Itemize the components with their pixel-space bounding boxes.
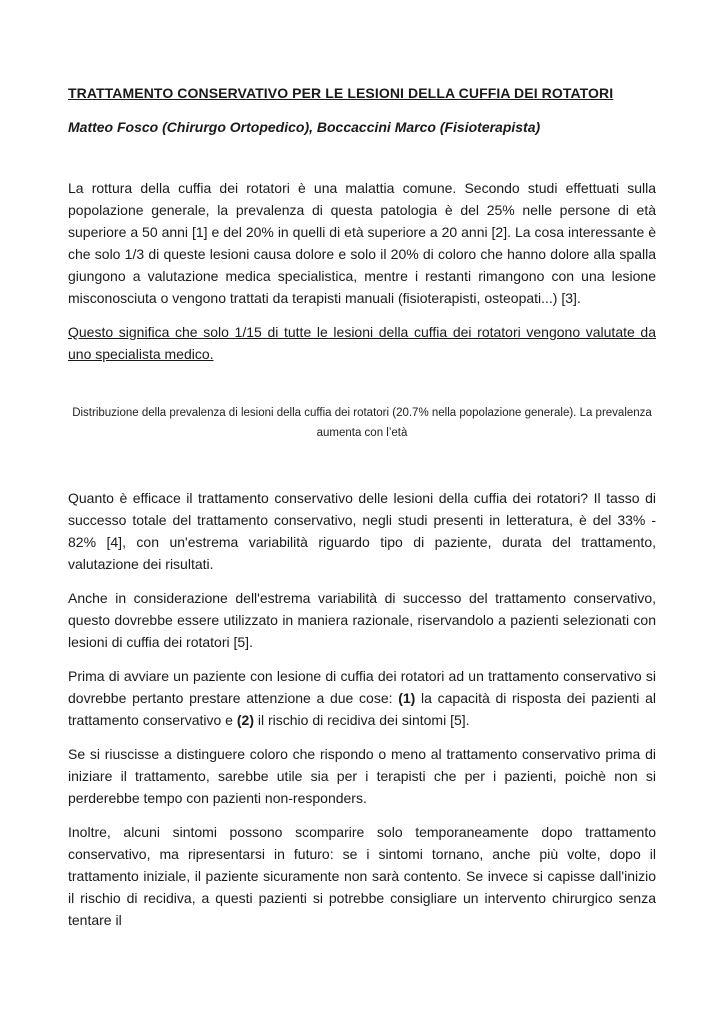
paragraph-variability: Anche in considerazione dell'estrema variabilità di successo del trattamento conservativo, questo dovrebbe essere utilizzato in maniera razionale, riservandolo a pazienti selezionati con lesioni di cuffia dei rotatori [5]. [68, 590, 656, 650]
paragraph-recurrence: Inoltre, alcuni sintomi possono scomparire solo temporaneamente dopo trattamento conservativo, ma ripresentarsi in futuro: se i sintomi tornano, anche più volte, dopo il trattamento iniziale, il paziente sicuramente non sarà contento. Se invece si capisse dall'inizio il rischio di recidiva, a questi pazienti si potrebbe consigliare un intervento chirurgico senza tentare il [68, 824, 656, 928]
paragraph-two-factors-part-1: Prima di avviare un paziente con lesione di cuffia dei rotatori ad un trattamento conservativo si dovrebbe pertanto prestare attenzione a due cose: [68, 668, 656, 706]
document-title: TRATTAMENTO CONSERVATIVO PER LE LESIONI DELLA CUFFIA DEI ROTATORI [68, 85, 614, 101]
paragraph-efficacy: Quanto è efficace il trattamento conservativo delle lesioni della cuffia dei rotatori? Il tasso di successo totale del trattamento conservativo, negli studi presenti in letteratura, è del 33% - 82% [4], con un'estrema variabilità riguardo tipo di paziente, durata del trattamento, valutazione dei risultati. [68, 490, 656, 572]
paragraph-two-factors-part-3: il rischio di recidiva dei sintomi [5]. [254, 712, 470, 728]
paragraph-highlight: Questo significa che solo 1/15 di tutte le lesioni della cuffia dei rotatori vengono valutate da uno specialista medico. [68, 324, 656, 362]
paragraph-prevalence: La rottura della cuffia dei rotatori è una malattia comune. Secondo studi effettuati sulla popolazione generale, la prevalenza di questa patologia è del 25% nelle persone di età superiore a 50 anni [1] e del 20% in quelli di età superiore a 20 anni [2]. La cosa interessante è che solo 1/3 di queste lesioni causa dolore e solo il 20% di coloro che hanno dolore alla spalla giungono a valutazione medica specialistica, mentre i restanti rimangono con una lesione misconosciuta o vengono trattati da terapisti manuali (fisioterapisti, osteopati...) [3]. [68, 180, 656, 306]
paragraph-two-factors [68, 665, 656, 731]
paragraph-responders: Se si riuscisse a distinguere coloro che rispondo o meno al trattamento conservativo prima di iniziare il trattamento, sarebbe utile sia per i terapisti che per i pazienti, poichè non si perderebbe tempo con pazienti non-responders. [68, 746, 656, 806]
figure-caption: Distribuzione della prevalenza di lesioni della cuffia dei rotatori (20.7% nella popolazione generale). La prevalenza aumenta con l’età [72, 407, 652, 439]
document-authors: Matteo Fosco (Chirurgo Ortopedico), Boccaccini Marco (Fisioterapista) [68, 119, 541, 135]
paragraph-two-factors-part-2: la capacità di risposta dei pazienti al trattamento conservativo e [68, 690, 656, 728]
marker-2: (2) [236, 712, 254, 728]
marker-1: (1) [398, 690, 416, 706]
